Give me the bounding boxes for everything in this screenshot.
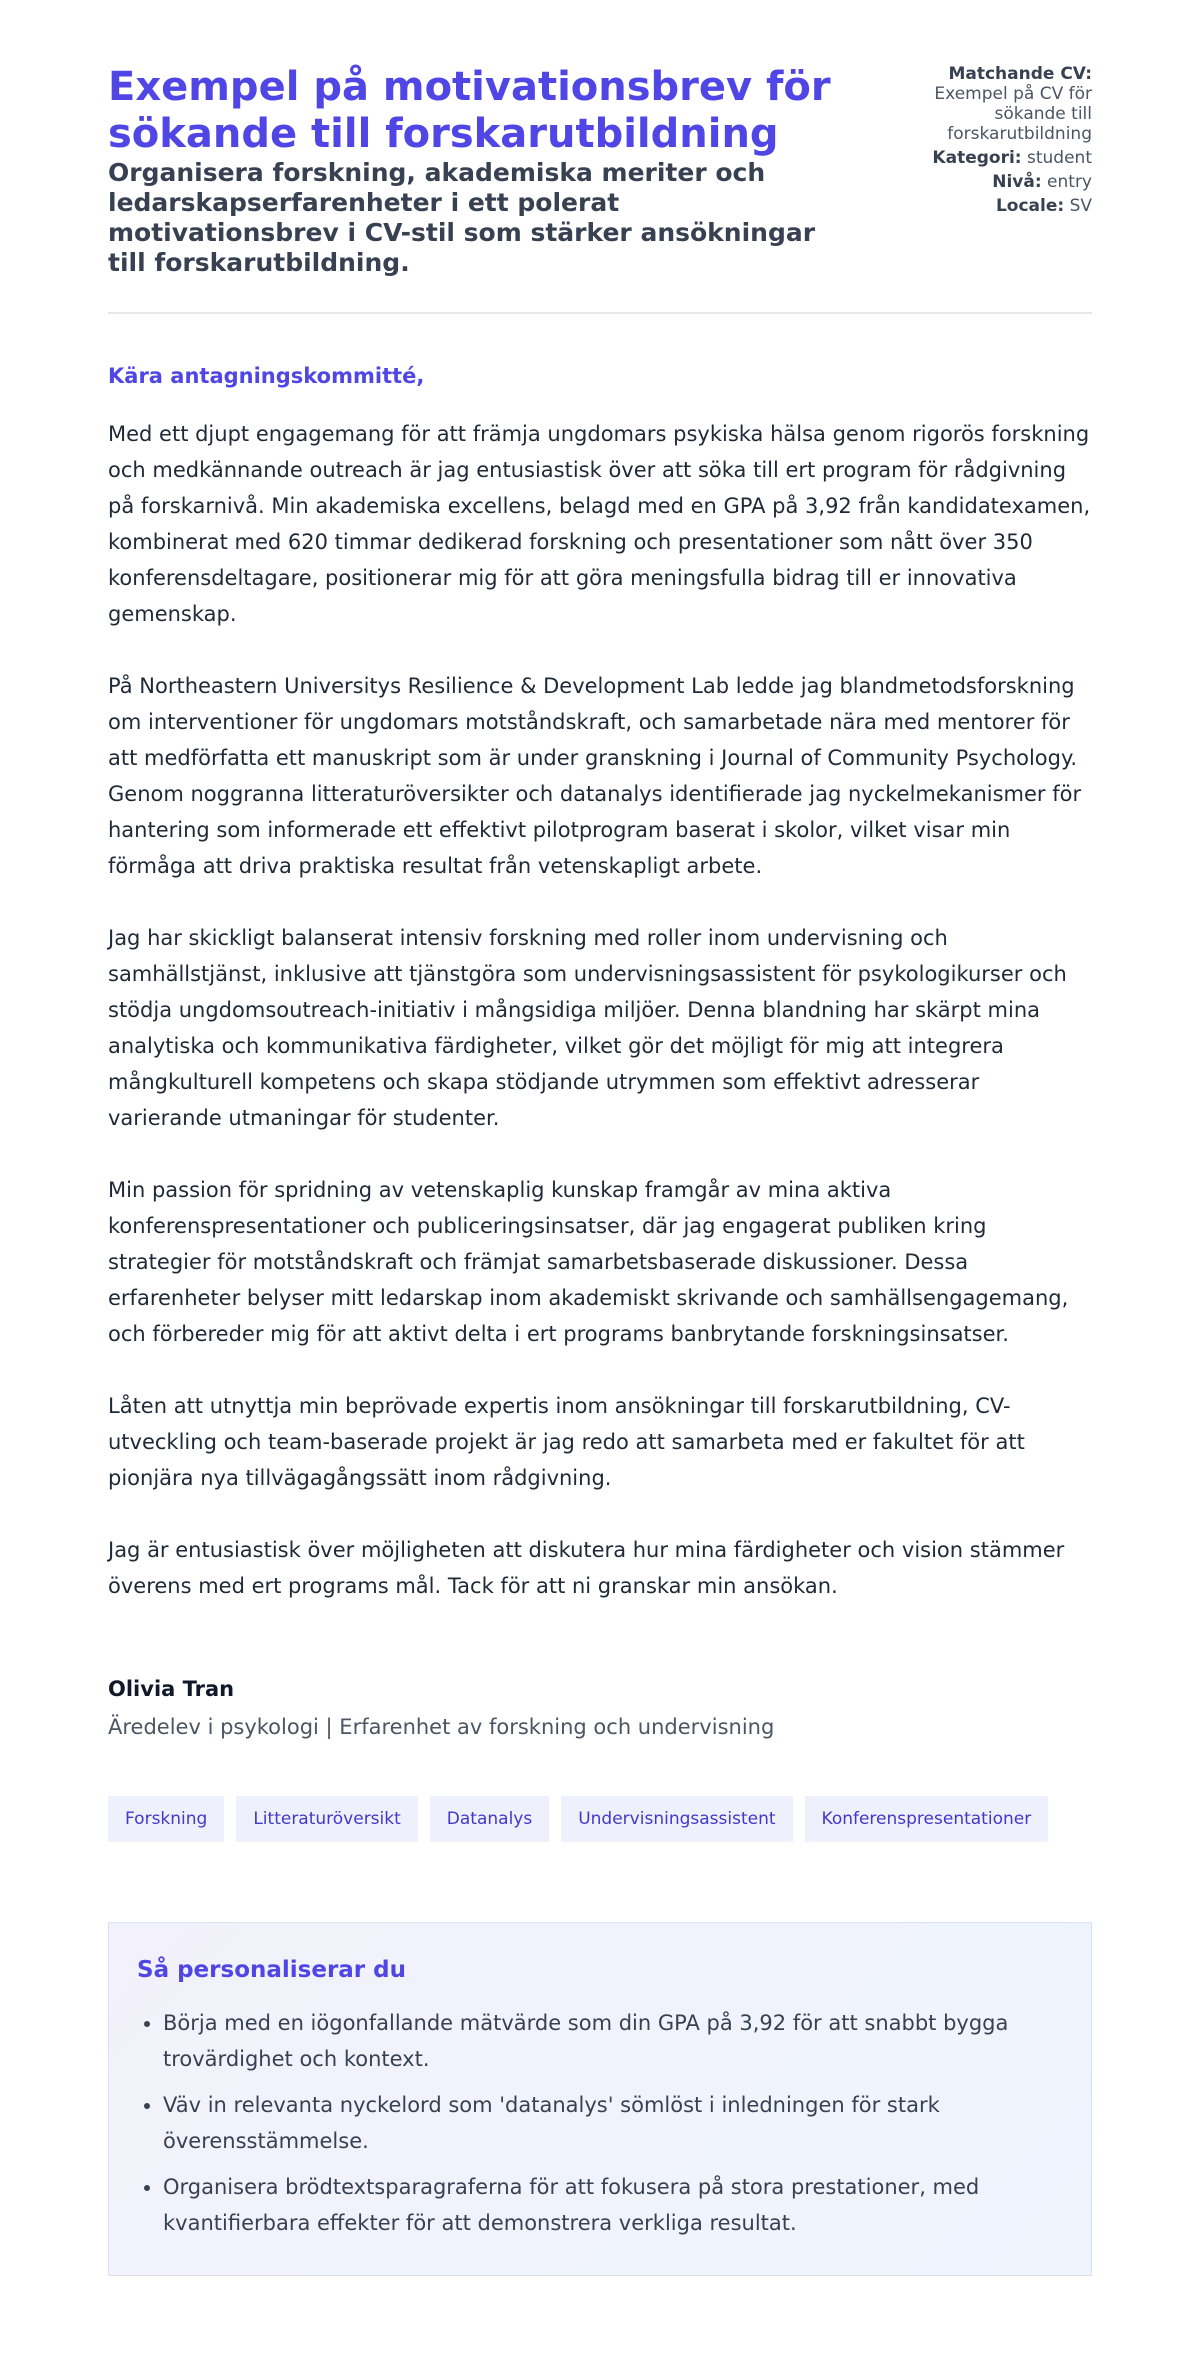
tips-item-3: • Organisera brödtextsparagraferna för att fokusera på stora prestationer, med kvantifierbara effekter för att demonstrera verkliga resultat. bbox=[163, 2169, 1063, 2241]
header-titles bbox=[108, 64, 838, 278]
keyword-tags bbox=[108, 1796, 1092, 1842]
meta-locale bbox=[892, 196, 1092, 216]
tips-list bbox=[137, 2005, 1063, 2241]
meta-category-label: Kategori: bbox=[932, 148, 1022, 168]
tips-title: Så personaliserar du bbox=[137, 1957, 406, 1983]
tag-litteraturoversikt[interactable]: Litteraturöversikt bbox=[236, 1796, 417, 1842]
meta-panel bbox=[892, 64, 1092, 220]
tips-item-2: • Väv in relevanta nyckelord som 'datanalys' sömlöst i inledningen för stark överensstämmelse. bbox=[163, 2087, 1063, 2159]
letter-paragraph-3: Jag har skickligt balanserat intensiv forskning med roller inom undervisning och samhällstjänst, inklusive att tjänstgöra som undervisningsassistent för psykologikurser och stödja ungdomsoutreach-initiativ i mångsidiga miljöer. Denna blandning har skärpt mina analytiska och kommunikativa färdigheter, vilket gör det möjligt för mig att integrera mångkulturell kompetens och skapa stödjande utrymmen som effektivt adresserar varierande utmaningar för studenter. bbox=[108, 926, 1067, 1130]
page-title: Exempel på motivationsbrev för sökande till forskarutbildning bbox=[108, 64, 831, 157]
page-subtitle: Organisera forskning, akademiska meriter och ledarskapserfarenheter i ett polerat motivationsbrev i CV-stil som stärker ansökningar till forskarutbildning. bbox=[108, 158, 816, 277]
meta-cv-value: Exempel på CV för sökande till forskarutbildning bbox=[934, 84, 1092, 144]
meta-category bbox=[892, 148, 1092, 168]
tag-forskning[interactable]: Forskning bbox=[108, 1796, 224, 1842]
meta-level-label: Nivå: bbox=[992, 172, 1042, 192]
meta-cv-label: Matchande CV: bbox=[948, 64, 1092, 84]
letter-paragraph-6: Jag är entusiastisk över möjligheten att diskutera hur mina färdigheter och vision stämmer överens med ert programs mål. Tack för att ni granskar min ansökan. bbox=[108, 1538, 1065, 1598]
letter-salutation: Kära antagningskommitté, bbox=[108, 364, 425, 388]
signature-name: Olivia Tran bbox=[108, 1677, 235, 1701]
page-header bbox=[108, 64, 1092, 314]
personalization-tips bbox=[108, 1922, 1092, 2276]
letter-paragraph-2: På Northeastern Universitys Resilience & Development Lab ledde jag blandmetodsforskning om interventioner för ungdomars motståndskraft, och samarbetade nära med mentorer för att medförfatta ett manuskript som är under granskning i Journal of Community Psychology. Genom noggranna litteraturöversikter och datanalys identifierade jag nyckelmekanismer för hantering som informerade ett effektivt pilotprogram baserat i skolor, vilket visar min förmåga att driva praktiska resultat från vetenskapligt arbete. bbox=[108, 674, 1082, 878]
signature-block bbox=[108, 1640, 1092, 1742]
tips-item-1: • Börja med en iögonfallande mätvärde som din GPA på 3,92 för att snabbt bygga trovärdighet och kontext. bbox=[163, 2005, 1063, 2077]
meta-locale-value: SV bbox=[1069, 196, 1092, 216]
letter-body bbox=[108, 314, 1092, 2276]
tag-datanalys[interactable]: Datanalys bbox=[430, 1796, 549, 1842]
meta-level-value: entry bbox=[1047, 172, 1092, 192]
meta-locale-label: Locale: bbox=[995, 196, 1065, 216]
letter-paragraph-5: Låten att utnyttja min beprövade expertis inom ansökningar till forskarutbildning, CV-utveckling och team-baserade projekt är jag redo att samarbeta med er fakultet för att pionjära nya tillvägagångssätt inom rådgivning. bbox=[108, 1394, 1025, 1490]
letter-paragraph-1: Med ett djupt engagemang för att främja ungdomars psykiska hälsa genom rigorös forskning och medkännande outreach är jag entusiastisk över att söka till ert program för rådgivning på forskarnivå. Min akademiska excellens, belagd med en GPA på 3,92 från kandidatexamen, kombinerat med 620 timmar dedikerad forskning och presentationer som nått över 350 konferensdeltagare, positionerar mig för att göra meningsfulla bidrag till er innovativa gemenskap. bbox=[108, 422, 1091, 626]
signature-title: Äredelev i psykologi | Erfarenhet av forskning och undervisning bbox=[108, 1715, 775, 1739]
letter-paragraph-4: Min passion för spridning av vetenskaplig kunskap framgår av mina aktiva konferenspresentationer och publiceringsinsatser, där jag engagerat publiken kring strategier för motståndskraft och främjat samarbetsbaserade diskussioner. Dessa erfarenheter belyser mitt ledarskap inom akademiskt skrivande och samhällsengagemang, och förbereder mig för att aktivt delta i ert programs banbrytande forskningsinsatser. bbox=[108, 1178, 1069, 1346]
meta-matching-cv bbox=[892, 64, 1092, 144]
tag-konferenspresentationer[interactable]: Konferenspresentationer bbox=[805, 1796, 1049, 1842]
meta-level bbox=[892, 172, 1092, 192]
tag-undervisningsassistent[interactable]: Undervisningsassistent bbox=[561, 1796, 792, 1842]
meta-category-value: student bbox=[1027, 148, 1092, 168]
